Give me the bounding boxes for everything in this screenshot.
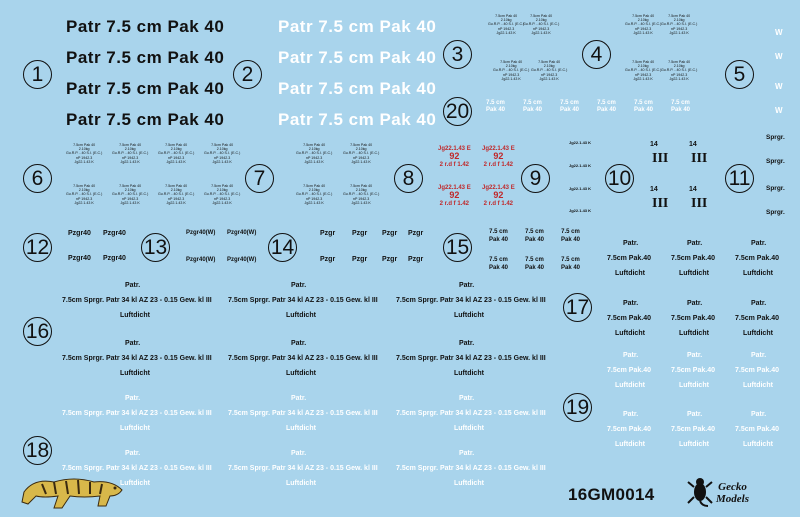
ammo-designation-label: 7.5cm Sprgr. Patr 34 kl AZ 23 - 0.15 Gew. kl III bbox=[396, 465, 546, 472]
white-pak-label: 7.5 cm Pak 40 bbox=[523, 100, 543, 113]
pzgr40-label: Pzgr40 bbox=[103, 255, 126, 262]
pak-patr-label: Patr. bbox=[623, 411, 639, 418]
gecko-logo-icon bbox=[686, 476, 714, 508]
tiny-label-block bbox=[66, 184, 102, 205]
tiny-label-line: 2.10kg bbox=[355, 188, 367, 193]
white-pak-label: 7.5 cm Pak 40 bbox=[597, 100, 617, 113]
title-white: Patr 7.5 cm Pak 40 bbox=[278, 17, 437, 36]
tiny-label-line: 7.5cm Pak 40 bbox=[119, 184, 142, 188]
tiny-label-line: 2.10kg bbox=[673, 18, 685, 23]
ammo-designation-label: 7.5cm Sprgr. Patr 34 kl AZ 23 - 0.15 Gew. kl III bbox=[228, 355, 378, 362]
pak-patr-label: Patr. bbox=[687, 352, 703, 359]
ammo-luftdicht-label: Luftdicht bbox=[454, 425, 484, 432]
decal-number-1: 1 bbox=[23, 60, 52, 89]
tiny-label-line: 7.5cm Pak 40 bbox=[538, 60, 561, 64]
pzgr40-label: Pzgr40 bbox=[68, 230, 91, 237]
tiny-label-line: Gu.R.P. - 40 S.I. (E.C.) bbox=[493, 68, 530, 73]
ammo-designation-label: 7.5cm Sprgr. Patr 34 kl AZ 23 - 0.15 Gew. kl III bbox=[228, 297, 378, 304]
tiny-label-line: Jg22.1.43 K bbox=[212, 159, 232, 164]
tiny-label-line: Gu.R.P. - 40 S.I. (E.C.) bbox=[158, 151, 195, 156]
ammo-patr-label: Patr. bbox=[459, 340, 475, 347]
tiny-label-line: 2.10kg bbox=[505, 64, 517, 69]
tiny-label-line: nP 1942.3 bbox=[167, 196, 185, 201]
pak-label: 7.5 cm Pak 40 bbox=[561, 257, 581, 271]
ammo-luftdicht-label: Luftdicht bbox=[120, 370, 150, 377]
tiny-label-line: 7.5cm Pak 40 bbox=[211, 143, 234, 147]
ammo-patr-label: Patr. bbox=[125, 282, 141, 289]
tiny-label-line: Gu.R.P. - 40 S.I. (E.C.) bbox=[625, 22, 662, 27]
tiny-label-line: nP 1942.3 bbox=[532, 26, 550, 31]
tiny-label-line: Gu.R.P. - 40 S.I. (E.C.) bbox=[625, 68, 662, 73]
tiny-label-block bbox=[625, 60, 661, 81]
tiny-label-block bbox=[112, 143, 148, 164]
ammo-patr-label: Patr. bbox=[459, 395, 475, 402]
decal-number-6: 6 bbox=[23, 164, 52, 193]
label-9: Jg22.1.43 K bbox=[569, 186, 592, 191]
white-pak-label: 7.5 cm Pak 40 bbox=[671, 100, 691, 113]
decal-number-8: 8 bbox=[394, 164, 423, 193]
tiny-label-block bbox=[523, 14, 559, 35]
pak-designation-label: 7.5cm Pak.40 bbox=[607, 315, 651, 322]
tiny-label-line: Jg22.1.43 K bbox=[669, 76, 689, 81]
pzgr-label: Pzgr bbox=[320, 230, 336, 237]
ammo-designation-label: 7.5cm Sprgr. Patr 34 kl AZ 23 - 0.15 Gew. kl III bbox=[62, 355, 212, 362]
white-pak-label: 7.5 cm Pak 40 bbox=[634, 100, 654, 113]
w-decal: W bbox=[775, 106, 783, 115]
tiny-label-line: 2.10kg bbox=[216, 188, 228, 193]
red-label: Jg22.1.43 E 92 2 r.d f 1.42 bbox=[482, 146, 515, 168]
w-decal: W bbox=[775, 52, 783, 61]
ammo-luftdicht-label: Luftdicht bbox=[286, 312, 316, 319]
roman-numeral: III bbox=[691, 196, 708, 211]
tiny-label-line: Jg22.1.43 K bbox=[74, 159, 94, 164]
decal-number-17: 17 bbox=[563, 293, 592, 322]
pak-luftdicht-label: Luftdicht bbox=[615, 382, 645, 389]
ammo-patr-label: Patr. bbox=[125, 450, 141, 457]
tiny-label-line: 7.5cm Pak 40 bbox=[73, 184, 96, 188]
pzgr-label: Pzgr bbox=[408, 230, 424, 237]
tiny-label-line: 2.10kg bbox=[78, 147, 90, 152]
tiny-label-line: nP 1942.3 bbox=[634, 26, 652, 31]
ammo-designation-label: 7.5cm Sprgr. Patr 34 kl AZ 23 - 0.15 Gew. kl III bbox=[62, 410, 212, 417]
tiny-label-line: 7.5cm Pak 40 bbox=[165, 184, 188, 188]
tiny-label-line: Jg22.1.43 K bbox=[351, 159, 371, 164]
pak-luftdicht-label: Luftdicht bbox=[743, 270, 773, 277]
tiny-label-line: Gu.R.P. - 40 S.I. (E.C.) bbox=[66, 151, 103, 156]
pak-designation-label: 7.5cm Pak.40 bbox=[671, 367, 715, 374]
tiny-label-line: nP 1942.3 bbox=[497, 26, 515, 31]
product-code: 16GM0014 bbox=[568, 485, 655, 504]
tiny-label-line: 7.5cm Pak 40 bbox=[350, 184, 373, 188]
decal-number-16: 16 bbox=[23, 317, 52, 346]
decal-number-14: 14 bbox=[268, 233, 297, 262]
decal-number-13: 13 bbox=[141, 233, 170, 262]
decal-number-20: 20 bbox=[443, 97, 472, 126]
tiny-label-block bbox=[296, 184, 332, 205]
tiny-label-line: Jg22.1.43 K bbox=[633, 30, 653, 35]
tiny-label-line: 7.5cm Pak 40 bbox=[495, 14, 518, 18]
pzgr-label: Pzgr bbox=[382, 256, 398, 263]
ammo-patr-label: Patr. bbox=[291, 450, 307, 457]
tiny-label-line: 7.5cm Pak 40 bbox=[500, 60, 523, 64]
pak-designation-label: 7.5cm Pak.40 bbox=[671, 315, 715, 322]
tiny-label-line: nP 1942.3 bbox=[167, 155, 185, 160]
tiger-emblem-icon bbox=[14, 470, 129, 512]
tiny-label-line: 2.10kg bbox=[637, 64, 649, 69]
ammo-luftdicht-label: Luftdicht bbox=[454, 312, 484, 319]
tiny-label-line: 7.5cm Pak 40 bbox=[119, 143, 142, 147]
pak-designation-label: 7.5cm Pak.40 bbox=[607, 255, 651, 262]
tiny-label-line: 2.10kg bbox=[78, 188, 90, 193]
tiny-label-line: 2.10kg bbox=[170, 188, 182, 193]
tiny-label-line: Jg22.1.43 K bbox=[539, 76, 559, 81]
tiny-label-line: nP 1942.3 bbox=[670, 26, 688, 31]
ammo-designation-label: 7.5cm Sprgr. Patr 34 kl AZ 23 - 0.15 Gew. kl III bbox=[396, 355, 546, 362]
ammo-patr-label: Patr. bbox=[291, 340, 307, 347]
tiny-label-line: Jg22.1.43 K bbox=[501, 76, 521, 81]
tiny-label-block bbox=[625, 14, 661, 35]
tiny-label-line: 7.5cm Pak 40 bbox=[73, 143, 96, 147]
tiny-label-line: 7.5cm Pak 40 bbox=[165, 143, 188, 147]
tiny-label-line: Jg22.1.43 K bbox=[531, 30, 551, 35]
tiny-label-line: 7.5cm Pak 40 bbox=[303, 143, 326, 147]
tiny-label-line: 7.5cm Pak 40 bbox=[350, 143, 373, 147]
ammo-luftdicht-label: Luftdicht bbox=[120, 425, 150, 432]
tiny-label-line: nP 1942.3 bbox=[305, 196, 323, 201]
title-white: Patr 7.5 cm Pak 40 bbox=[278, 48, 437, 67]
tiny-label-block bbox=[204, 184, 240, 205]
pzgr-label: Pzgr bbox=[352, 256, 368, 263]
tiny-label-block bbox=[158, 143, 194, 164]
pak-patr-label: Patr. bbox=[687, 300, 703, 307]
pzgr40-label: Pzgr40 bbox=[103, 230, 126, 237]
tiny-label-line: Gu.R.P. - 40 S.I. (E.C.) bbox=[204, 192, 241, 197]
tiny-label-line: nP 1942.3 bbox=[121, 155, 139, 160]
tiny-label-line: Gu.R.P. - 40 S.I. (E.C.) bbox=[112, 192, 149, 197]
pzgr40w-label: Pzgr40(W) bbox=[186, 257, 216, 263]
pak-luftdicht-label: Luftdicht bbox=[615, 330, 645, 337]
tiny-label-line: 2.10kg bbox=[500, 18, 512, 23]
tiny-label-line: 2.10kg bbox=[355, 147, 367, 152]
tiny-label-line: nP 1942.3 bbox=[352, 155, 370, 160]
tiny-label-line: 2.10kg bbox=[637, 18, 649, 23]
pak-patr-label: Patr. bbox=[623, 352, 639, 359]
decal-number-3: 3 bbox=[443, 40, 472, 69]
decal-number-10: 10 bbox=[605, 164, 634, 193]
ammo-designation-label: 7.5cm Sprgr. Patr 34 kl AZ 23 - 0.15 Gew. kl III bbox=[228, 410, 378, 417]
ammo-designation-label: 7.5cm Sprgr. Patr 34 kl AZ 23 - 0.15 Gew. kl III bbox=[396, 410, 546, 417]
tiny-label-line: 2.10kg bbox=[170, 147, 182, 152]
tiny-label-line: Gu.R.P. - 40 S.I. (E.C.) bbox=[112, 151, 149, 156]
tiny-label-line: 7.5cm Pak 40 bbox=[211, 184, 234, 188]
roman-prefix: 14 bbox=[650, 186, 658, 193]
pzgr-label: Pzgr bbox=[408, 256, 424, 263]
decal-number-12: 12 bbox=[23, 233, 52, 262]
label-9: Jg22.1.43 K bbox=[569, 140, 592, 145]
pak-designation-label: 7.5cm Pak.40 bbox=[671, 255, 715, 262]
tiny-label-line: nP 1942.3 bbox=[75, 196, 93, 201]
ammo-patr-label: Patr. bbox=[125, 395, 141, 402]
pak-luftdicht-label: Luftdicht bbox=[743, 382, 773, 389]
pak-luftdicht-label: Luftdicht bbox=[743, 441, 773, 448]
ammo-designation-label: 7.5cm Sprgr. Patr 34 kl AZ 23 - 0.15 Gew. kl III bbox=[228, 465, 378, 472]
tiny-label-block bbox=[66, 143, 102, 164]
tiny-label-line: nP 1942.3 bbox=[213, 155, 231, 160]
pak-luftdicht-label: Luftdicht bbox=[615, 441, 645, 448]
tiny-label-block bbox=[158, 184, 194, 205]
pak-luftdicht-label: Luftdicht bbox=[679, 270, 709, 277]
pak-patr-label: Patr. bbox=[687, 411, 703, 418]
pak-luftdicht-label: Luftdicht bbox=[679, 382, 709, 389]
pzgr40-label: Pzgr40 bbox=[68, 255, 91, 262]
tiny-label-line: 2.10kg bbox=[124, 147, 136, 152]
tiny-label-line: Jg22.1.43 K bbox=[212, 200, 232, 205]
decal-number-19: 19 bbox=[563, 393, 592, 422]
pak-patr-label: Patr. bbox=[751, 352, 767, 359]
red-label: Jg22.1.43 E 92 2 r.d f 1.42 bbox=[438, 185, 471, 207]
tiny-label-line: Gu.R.P. - 40 S.I. (E.C.) bbox=[343, 151, 380, 156]
pak-designation-label: 7.5cm Pak.40 bbox=[735, 367, 779, 374]
ammo-patr-label: Patr. bbox=[125, 340, 141, 347]
decal-number-11: 11 bbox=[725, 164, 754, 193]
tiny-label-block bbox=[343, 143, 379, 164]
tiny-label-line: Gu.R.P. - 40 S.I. (E.C.) bbox=[204, 151, 241, 156]
tiny-label-block bbox=[493, 60, 529, 81]
title-white: Patr 7.5 cm Pak 40 bbox=[278, 110, 437, 129]
pak-designation-label: 7.5cm Pak.40 bbox=[735, 426, 779, 433]
pak-luftdicht-label: Luftdicht bbox=[679, 441, 709, 448]
pak-label: 7.5 cm Pak 40 bbox=[489, 257, 509, 271]
decal-number-7: 7 bbox=[245, 164, 274, 193]
tiny-label-line: Jg22.1.43 K bbox=[166, 200, 186, 205]
pak-label: 7.5 cm Pak 40 bbox=[525, 229, 545, 243]
tiny-label-block bbox=[343, 184, 379, 205]
tiny-label-line: Jg22.1.43 K bbox=[351, 200, 371, 205]
tiny-label-line: nP 1942.3 bbox=[670, 72, 688, 77]
tiny-label-line: 7.5cm Pak 40 bbox=[632, 14, 655, 18]
ammo-patr-label: Patr. bbox=[291, 282, 307, 289]
pzgr40w-label: Pzgr40(W) bbox=[227, 257, 257, 263]
title-black: Patr 7.5 cm Pak 40 bbox=[66, 110, 225, 129]
tiny-label-line: nP 1942.3 bbox=[75, 155, 93, 160]
tiny-label-line: Jg22.1.43 K bbox=[496, 30, 516, 35]
pak-designation-label: 7.5cm Pak.40 bbox=[735, 255, 779, 262]
pak-label: 7.5 cm Pak 40 bbox=[525, 257, 545, 271]
roman-prefix: 14 bbox=[689, 141, 697, 148]
tiny-label-block bbox=[204, 143, 240, 164]
pak-designation-label: 7.5cm Pak.40 bbox=[607, 426, 651, 433]
tiny-label-line: Gu.R.P. - 40 S.I. (E.C.) bbox=[488, 22, 525, 27]
red-label: Jg22.1.43 E 92 2 r.d f 1.42 bbox=[438, 146, 471, 168]
tiny-label-line: 2.10kg bbox=[673, 64, 685, 69]
tiny-label-line: 2.10kg bbox=[308, 188, 320, 193]
tiny-label-line: 7.5cm Pak 40 bbox=[668, 60, 691, 64]
roman-prefix: 14 bbox=[650, 141, 658, 148]
title-black: Patr 7.5 cm Pak 40 bbox=[66, 17, 225, 36]
sprgr-label: Sprgr. bbox=[766, 209, 785, 216]
pak-designation-label: 7.5cm Pak.40 bbox=[671, 426, 715, 433]
pak-patr-label: Patr. bbox=[751, 411, 767, 418]
tiny-label-line: Gu.R.P. - 40 S.I. (E.C.) bbox=[296, 192, 333, 197]
tiny-label-line: Gu.R.P. - 40 S.I. (E.C.) bbox=[531, 68, 568, 73]
tiny-label-block bbox=[296, 143, 332, 164]
pzgr40w-label: Pzgr40(W) bbox=[186, 230, 216, 236]
roman-numeral: III bbox=[652, 196, 669, 211]
red-label: Jg22.1.43 E 92 2 r.d f 1.42 bbox=[482, 185, 515, 207]
tiny-label-line: nP 1942.3 bbox=[305, 155, 323, 160]
tiny-label-line: 2.10kg bbox=[308, 147, 320, 152]
ammo-designation-label: 7.5cm Sprgr. Patr 34 kl AZ 23 - 0.15 Gew. kl III bbox=[396, 297, 546, 304]
pak-luftdicht-label: Luftdicht bbox=[743, 330, 773, 337]
ammo-designation-label: 7.5cm Sprgr. Patr 34 kl AZ 23 - 0.15 Gew. kl III bbox=[62, 465, 212, 472]
decal-number-4: 4 bbox=[582, 40, 611, 69]
roman-numeral: III bbox=[652, 151, 669, 166]
brand-logo-text: Gecko Models bbox=[716, 481, 749, 505]
tiny-label-line: Jg22.1.43 K bbox=[120, 200, 140, 205]
pak-designation-label: 7.5cm Pak.40 bbox=[735, 315, 779, 322]
tiny-label-line: Gu.R.P. - 40 S.I. (E.C.) bbox=[296, 151, 333, 156]
decal-number-18: 18 bbox=[23, 436, 52, 465]
w-decal: W bbox=[775, 28, 783, 37]
decal-number-9: 9 bbox=[521, 164, 550, 193]
title-white: Patr 7.5 cm Pak 40 bbox=[278, 79, 437, 98]
tiny-label-line: 2.10kg bbox=[543, 64, 555, 69]
tiny-label-line: Gu.R.P. - 40 S.I. (E.C.) bbox=[661, 68, 698, 73]
sprgr-label: Sprgr. bbox=[766, 158, 785, 165]
tiny-label-line: 2.10kg bbox=[124, 188, 136, 193]
tiny-label-line: Jg22.1.43 K bbox=[304, 159, 324, 164]
pak-patr-label: Patr. bbox=[751, 240, 767, 247]
tiny-label-block bbox=[531, 60, 567, 81]
ammo-luftdicht-label: Luftdicht bbox=[120, 312, 150, 319]
tiny-label-line: nP 1942.3 bbox=[213, 196, 231, 201]
roman-prefix: 14 bbox=[689, 186, 697, 193]
tiny-label-line: Jg22.1.43 K bbox=[633, 76, 653, 81]
tiny-label-line: Gu.R.P. - 40 S.I. (E.C.) bbox=[661, 22, 698, 27]
label-9: Jg22.1.43 K bbox=[569, 163, 592, 168]
tiny-label-line: Jg22.1.43 K bbox=[304, 200, 324, 205]
tiny-label-line: nP 1942.3 bbox=[121, 196, 139, 201]
ammo-luftdicht-label: Luftdicht bbox=[286, 425, 316, 432]
w-decal: W bbox=[775, 82, 783, 91]
decal-number-5: 5 bbox=[725, 60, 754, 89]
tiny-label-line: Jg22.1.43 K bbox=[669, 30, 689, 35]
white-pak-label: 7.5 cm Pak 40 bbox=[560, 100, 580, 113]
pak-label: 7.5 cm Pak 40 bbox=[489, 229, 509, 243]
pzgr-label: Pzgr bbox=[382, 230, 398, 237]
pzgr40w-label: Pzgr40(W) bbox=[227, 230, 257, 236]
ammo-luftdicht-label: Luftdicht bbox=[286, 370, 316, 377]
pak-designation-label: 7.5cm Pak.40 bbox=[607, 367, 651, 374]
pak-patr-label: Patr. bbox=[687, 240, 703, 247]
ammo-luftdicht-label: Luftdicht bbox=[454, 480, 484, 487]
pak-patr-label: Patr. bbox=[623, 300, 639, 307]
sprgr-label: Sprgr. bbox=[766, 185, 785, 192]
ammo-luftdicht-label: Luftdicht bbox=[286, 480, 316, 487]
pak-label: 7.5 cm Pak 40 bbox=[561, 229, 581, 243]
ammo-luftdicht-label: Luftdicht bbox=[120, 480, 150, 487]
tiny-label-block bbox=[112, 184, 148, 205]
tiny-label-line: Gu.R.P. - 40 S.I. (E.C.) bbox=[158, 192, 195, 197]
pak-patr-label: Patr. bbox=[623, 240, 639, 247]
tiny-label-block bbox=[488, 14, 524, 35]
tiny-label-line: 7.5cm Pak 40 bbox=[668, 14, 691, 18]
tiny-label-line: nP 1942.3 bbox=[634, 72, 652, 77]
tiny-label-block bbox=[661, 14, 697, 35]
tiny-label-block bbox=[661, 60, 697, 81]
ammo-luftdicht-label: Luftdicht bbox=[454, 370, 484, 377]
roman-numeral: III bbox=[691, 151, 708, 166]
tiny-label-line: Gu.R.P. - 40 S.I. (E.C.) bbox=[66, 192, 103, 197]
decal-number-15: 15 bbox=[443, 233, 472, 262]
pzgr-label: Pzgr bbox=[352, 230, 368, 237]
tiny-label-line: Gu.R.P. - 40 S.I. (E.C.) bbox=[523, 22, 560, 27]
tiny-label-line: 2.10kg bbox=[216, 147, 228, 152]
tiny-label-line: Jg22.1.43 K bbox=[166, 159, 186, 164]
pak-luftdicht-label: Luftdicht bbox=[615, 270, 645, 277]
ammo-patr-label: Patr. bbox=[459, 450, 475, 457]
tiny-label-line: 7.5cm Pak 40 bbox=[632, 60, 655, 64]
title-black: Patr 7.5 cm Pak 40 bbox=[66, 48, 225, 67]
sprgr-label: Sprgr. bbox=[766, 134, 785, 141]
tiny-label-line: nP 1942.3 bbox=[352, 196, 370, 201]
tiny-label-line: Gu.R.P. - 40 S.I. (E.C.) bbox=[343, 192, 380, 197]
pak-luftdicht-label: Luftdicht bbox=[679, 330, 709, 337]
pak-patr-label: Patr. bbox=[751, 300, 767, 307]
title-black: Patr 7.5 cm Pak 40 bbox=[66, 79, 225, 98]
tiny-label-line: nP 1942.3 bbox=[540, 72, 558, 77]
tiny-label-line: 7.5cm Pak 40 bbox=[530, 14, 553, 18]
tiny-label-line: Jg22.1.43 K bbox=[74, 200, 94, 205]
tiny-label-line: 2.10kg bbox=[535, 18, 547, 23]
decal-number-2: 2 bbox=[233, 60, 262, 89]
pzgr-label: Pzgr bbox=[320, 256, 336, 263]
tiny-label-line: Jg22.1.43 K bbox=[120, 159, 140, 164]
ammo-patr-label: Patr. bbox=[291, 395, 307, 402]
ammo-designation-label: 7.5cm Sprgr. Patr 34 kl AZ 23 - 0.15 Gew. kl III bbox=[62, 297, 212, 304]
white-pak-label: 7.5 cm Pak 40 bbox=[486, 100, 506, 113]
ammo-patr-label: Patr. bbox=[459, 282, 475, 289]
tiny-label-line: nP 1942.3 bbox=[502, 72, 520, 77]
tiny-label-line: 7.5cm Pak 40 bbox=[303, 184, 326, 188]
label-9: Jg22.1.43 K bbox=[569, 208, 592, 213]
